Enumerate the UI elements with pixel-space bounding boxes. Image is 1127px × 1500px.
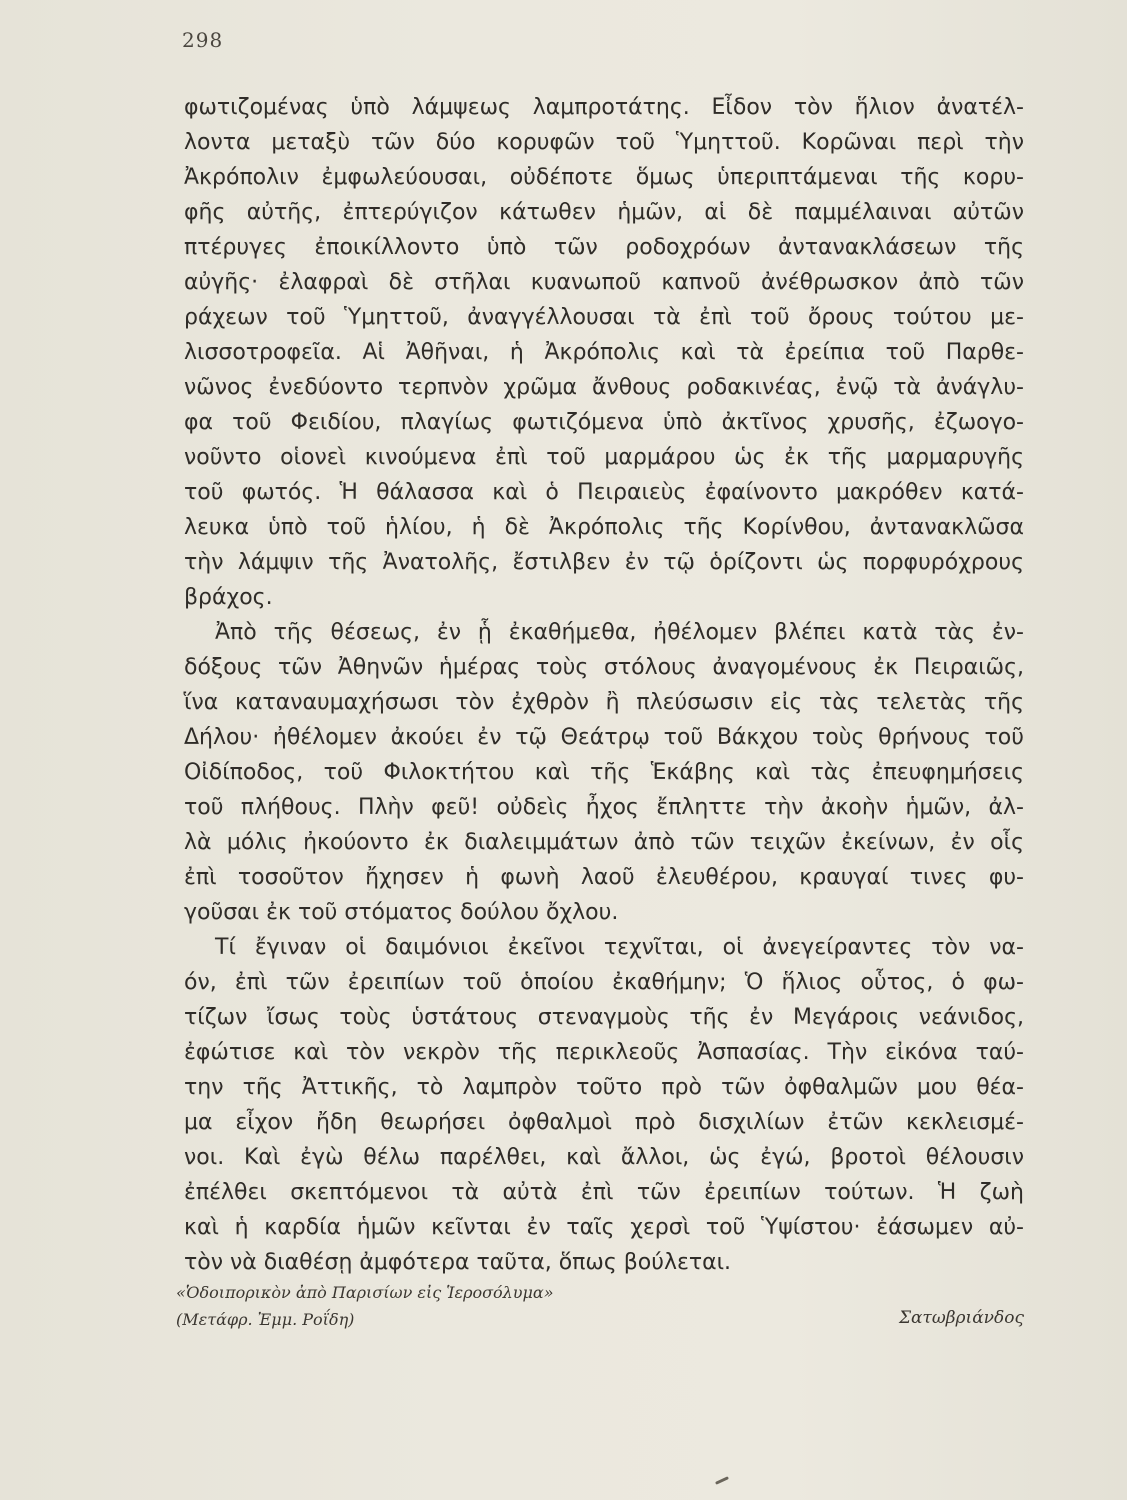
text-line: ἐπέλθει σκεπτόμενοι τὰ αὐτὰ ἐπὶ τῶν ἐρειπίων τούτων. Ἡ ζωὴ [184, 1180, 1024, 1205]
text-line: καὶ ἡ καρδία ἡμῶν κεῖνται ἐν ταῖς χερσὶ τοῦ Ὑψίστου· ἐάσωμεν αὐ- [184, 1215, 1024, 1240]
text-line: ράχεων τοῦ Ὑμηττοῦ, ἀναγγέλλουσαι τὰ ἐπὶ τοῦ ὄρους τούτου με- [184, 305, 1024, 330]
ink-mark [715, 1476, 729, 1485]
text-line: φα τοῦ Φειδίου, πλαγίως φωτιζόμενα ὑπὸ ἀκτῖνος χρυσῆς, ἐζωογο- [184, 410, 1024, 435]
text-line: μα εἶχον ἤδη θεωρήσει ὀφθαλμοὶ πρὸ δισχιλίων ἐτῶν κεκλεισμέ- [184, 1110, 1024, 1135]
text-line: Οἰδίποδος, τοῦ Φιλοκτήτου καὶ τῆς Ἑκάβης καὶ τὰς ἐπευφημήσεις [184, 760, 1024, 785]
text-line: λισσοτροφεῖα. Αἱ Ἀθῆναι, ἡ Ἀκρόπολις καὶ τὰ ἐρείπια τοῦ Παρθε- [184, 340, 1024, 365]
text-line: λευκα ὑπὸ τοῦ ἡλίου, ἡ δὲ Ἀκρόπολις τῆς Κορίνθου, ἀντανακλῶσα [184, 515, 1024, 540]
text-line: φῆς αὐτῆς, ἐπτερύγιζον κάτωθεν ἡμῶν, αἱ δὲ παμμέλαιναι αὐτῶν [184, 200, 1024, 225]
text-line: τὴν λάμψιν τῆς Ἀνατολῆς, ἔστιλβεν ἐν τῷ ὁρίζοντι ὡς πορφυρόχρους [184, 550, 1024, 575]
source-reference: «Ὁδοιπορικὸν ἀπὸ Παρισίων εἰς Ἱεροσόλυμα» [176, 1283, 554, 1302]
text-line: φωτιζομένας ὑπὸ λάμψεως λαμπροτάτης. Εἶδον τὸν ἥλιον ἀνατέλ- [184, 95, 1024, 120]
text-line: αὐγῆς· ἐλαφραὶ δὲ στῆλαι κυανωποῦ καπνοῦ ἀνέθρωσκον ἀπὸ τῶν [184, 270, 1024, 295]
text-line: πτέρυγες ἐποικίλλοντο ὑπὸ τῶν ροδοχρόων ἀντανακλάσεων τῆς [184, 235, 1024, 260]
text-line: ἐπὶ τοσοῦτον ἤχησεν ἡ φωνὴ λαοῦ ἐλευθέρου, κραυγαί τινες φυ- [184, 865, 1024, 890]
text-line: την τῆς Ἀττικῆς, τὸ λαμπρὸν τοῦτο πρὸ τῶν ὀφθαλμῶν μου θέα- [184, 1075, 1024, 1100]
page-number: 298 [182, 28, 224, 52]
text-line: λοντα μεταξὺ τῶν δύο κορυφῶν τοῦ Ὑμηττοῦ. Κορῶναι περὶ τὴν [184, 130, 1024, 155]
text-line: ἵνα καταναυμαχήσωσι τὸν ἐχθρὸν ἢ πλεύσωσιν εἰς τὰς τελετὰς τῆς [184, 690, 1024, 715]
text-line: νοῦντο οἱονεὶ κινούμενα ἐπὶ τοῦ μαρμάρου ὡς ἐκ τῆς μαρμαρυγῆς [184, 445, 1024, 470]
text-line: τίζων ἴσως τοὺς ὑστάτους στεναγμοὺς τῆς ἐν Μεγάροις νεάνιδος, [184, 1005, 1024, 1030]
text-line: νῶνος ἐνεδύοντο τερπνὸν χρῶμα ἄνθους ροδακινέας, ἐνῷ τὰ ἀνάγλυ- [184, 375, 1024, 400]
text-line: γοῦσαι ἐκ τοῦ στόματος δούλου ὄχλου. [184, 900, 619, 925]
text-line: Ἀπὸ τῆς θέσεως, ἐν ᾗ ἐκαθήμεθα, ἠθέλομεν βλέπει κατὰ τὰς ἐν- [215, 620, 1024, 645]
text-line: νοι. Καὶ ἐγὼ θέλω παρέλθει, καὶ ἄλλοι, ὡς ἐγώ, βροτοὶ θέλουσιν [184, 1145, 1024, 1170]
text-line: ἐφώτισε καὶ τὸν νεκρὸν τῆς περικλεοῦς Ἀσπασίας. Τὴν εἰκόνα ταύ- [184, 1040, 1024, 1065]
text-line: τὸν νὰ διαθέσῃ ἀμφότερα ταῦτα, ὅπως βούλεται. [184, 1250, 732, 1275]
text-line: δόξους τῶν Ἀθηνῶν ἡμέρας τοὺς στόλους ἀναγομένους ἐκ Πειραιῶς, [184, 655, 1024, 680]
text-line: τοῦ φωτός. Ἡ θάλασσα καὶ ὁ Πειραιεὺς ἐφαίνοντο μακρόθεν κατά- [184, 480, 1024, 505]
text-line: όν, ἐπὶ τῶν ἐρειπίων τοῦ ὁποίου ἐκαθήμην; Ὁ ἥλιος οὗτος, ὁ φω- [184, 970, 1024, 995]
text-line: Τί ἔγιναν οἱ δαιμόνιοι ἐκεῖνοι τεχνῖται, οἱ ἀνεγείραντες τὸν να- [215, 935, 1024, 960]
text-line: Δήλου· ἠθέλομεν ἀκούει ἐν τῷ Θεάτρῳ τοῦ Βάκχου τοὺς θρήνους τοῦ [184, 725, 1024, 750]
text-line: τοῦ πλήθους. Πλὴν φεῦ! οὐδεὶς ἦχος ἔπληττε τὴν ἀκοὴν ἡμῶν, ἀλ- [184, 795, 1024, 820]
text-line: λὰ μόλις ἠκούοντο ἐκ διαλειμμάτων ἀπὸ τῶν τειχῶν ἐκείνων, ἐν οἷς [184, 830, 1024, 855]
text-line: Ἀκρόπολιν ἐμφωλεύουσαι, οὐδέποτε ὅμως ὑπεριπτάμεναι τῆς κορυ- [184, 165, 1024, 190]
text-line: βράχος. [184, 585, 273, 610]
author-signature: Σατωβριάνδος [898, 1308, 1024, 1328]
translation-credit: (Μετάφρ. Ἐμμ. Ροΐδη) [176, 1310, 355, 1329]
